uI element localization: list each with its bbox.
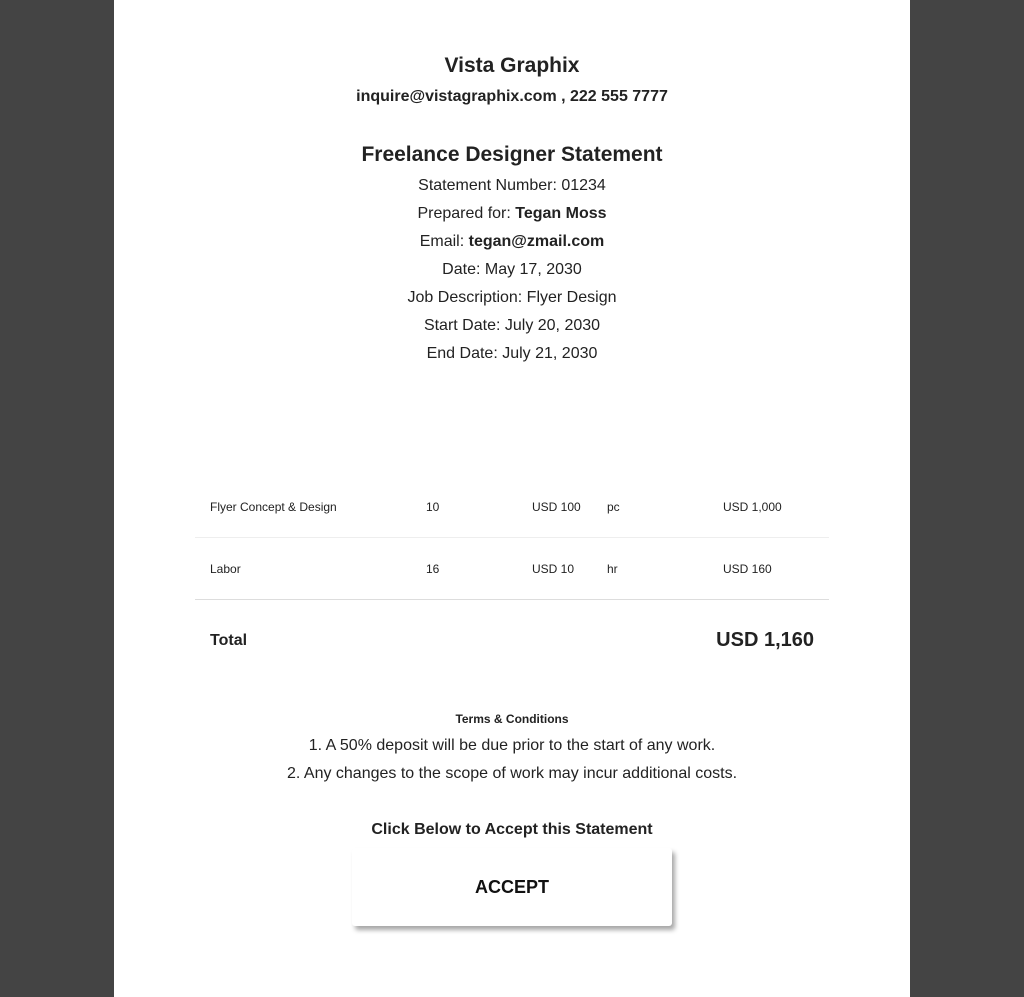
email-label: Email: [419,233,469,250]
item-rate: USD 100 [532,500,581,514]
item-amount: USD 160 [723,562,772,576]
item-amount: USD 1,000 [723,500,782,514]
end-date: End Date: July 21, 2030 [426,345,598,362]
item-unit: hr [607,562,618,576]
company-contact: inquire@vistagraphix.com , 222 555 7777 [356,88,668,105]
accept-prompt: Click Below to Accept this Statement [371,821,653,838]
table-row [195,538,829,600]
item-rate: USD 10 [532,562,575,576]
total-label: Total [210,632,248,649]
item-unit: pc [607,500,620,514]
prepared-for-value: Tegan Moss [515,205,607,222]
email-value: tegan@zmail.com [468,233,605,250]
terms-heading: Terms & Conditions [455,712,569,726]
company-name: Vista Graphix [444,54,580,77]
items-table [195,476,829,600]
term-item: 1. A 50% deposit will be due prior to the start of any work. [308,737,716,754]
statement-date: Date: May 17, 2030 [442,261,582,278]
total-value: USD 1,160 [716,629,814,651]
prepared-for-label: Prepared for: [417,205,516,222]
item-description: Flyer Concept & Design [210,500,337,514]
term-item: 2. Any changes to the scope of work may incur additional costs. [286,765,738,782]
prepared-for [114,205,910,223]
item-quantity: 10 [426,500,440,514]
table-row [195,476,829,538]
item-description: Labor [210,562,241,576]
accept-button[interactable]: ACCEPT [352,848,672,926]
client-email [114,233,910,251]
statement-number: Statement Number: 01234 [418,177,606,194]
item-quantity: 16 [426,562,440,576]
statement-page [114,0,910,997]
statement-title: Freelance Designer Statement [361,143,663,166]
total-row [195,620,829,664]
job-description: Job Description: Flyer Design [407,289,617,306]
start-date: Start Date: July 20, 2030 [423,317,601,334]
